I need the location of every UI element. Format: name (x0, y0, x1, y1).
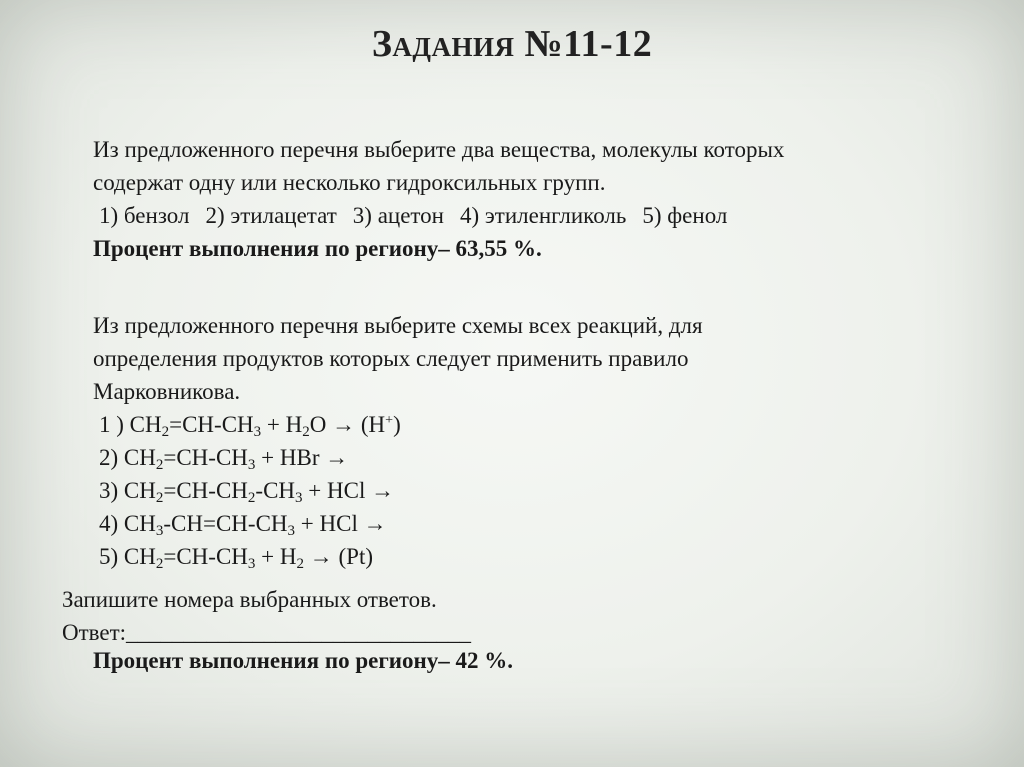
option-5: 5) фенол (642, 203, 728, 228)
task-12-result: Процент выполнения по региону– 42 %. (93, 648, 514, 673)
option-1: 1) бензол (99, 203, 190, 228)
task-12-text-line-1: Из предложенного перечня выберите схемы всех реакций, для (93, 313, 703, 338)
page-title: Задания №11-12 (371, 23, 653, 65)
task-11 (93, 133, 973, 265)
task-12-text-line-3: Марковникова. (93, 379, 241, 404)
reaction-5: 5) $CH_2=CH-CH_3 + H_2 \to (Pt)$ (99, 544, 374, 572)
reaction-2: 2) $CH_2=CH-CH_3$ + HBr → (99, 445, 349, 473)
task-12 (93, 309, 973, 573)
option-2: 2) этилацетат (205, 203, 337, 228)
option-4: 4) этиленгликоль (460, 203, 627, 228)
task-11-text-line-2: содержат одну или несколько гидроксильных групп. (93, 170, 606, 195)
task-12-text-line-2: определения продуктов которых следует применить правило (93, 346, 689, 371)
answer-blank: ______________________________ (126, 620, 472, 645)
task-11-options (93, 199, 973, 232)
reaction-1: 1 ) $CH_2=CH-CH_3 + H_2O \to (H^+)$ (99, 412, 401, 440)
option-3: 3) ацетон (352, 203, 444, 228)
instruction-text: Запишите номера выбранных ответов. (62, 587, 437, 612)
task-11-text-line-1: Из предложенного перечня выберите два вещества, молекулы которых (93, 137, 785, 162)
reaction-4: 4) $CH_3-CH=CH-CH_3$ + HCl → (99, 511, 387, 539)
reaction-3: 3) $CH_2=CH-CH_2-CH_3$ + HCl → (99, 478, 395, 506)
answer-section (62, 583, 962, 649)
answer-label: Ответ: (62, 620, 127, 645)
task-11-result: Процент выполнения по региону– 63,55 %. (93, 236, 542, 261)
answer-line (62, 616, 962, 649)
